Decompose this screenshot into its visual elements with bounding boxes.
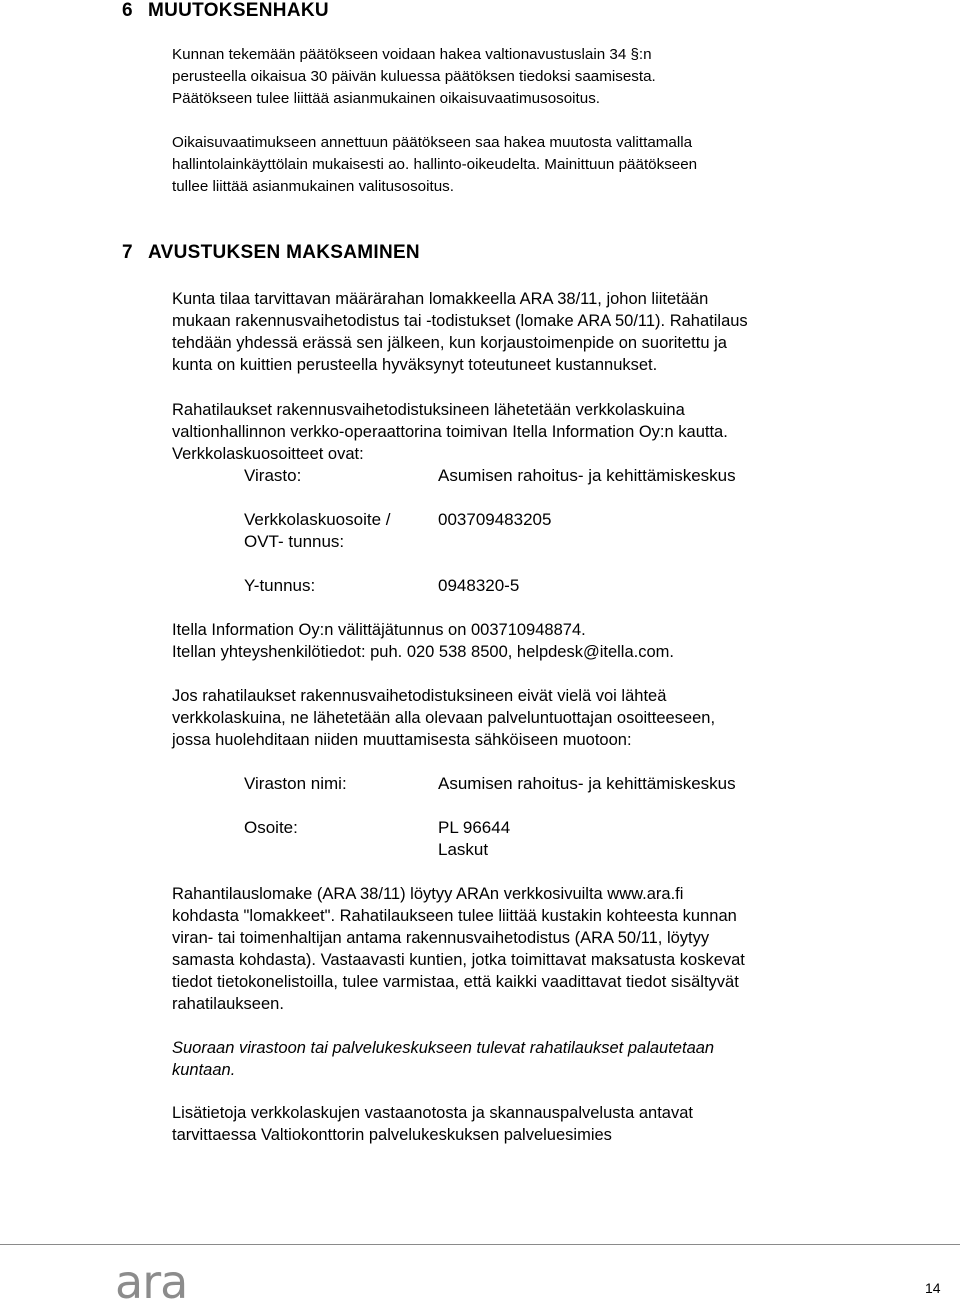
itella-info (172, 619, 872, 663)
value-line: PL 96644 (438, 818, 511, 837)
text-line: Lisätietoja verkkolaskujen vastaanotosta ja skannauspalvelusta antavat (172, 1104, 693, 1122)
ytunnus-value: 0948320-5 (438, 576, 520, 595)
text-line: jossa huolehditaan niiden muuttamisesta sähköiseen muotoon: (172, 731, 632, 749)
text-line: Itella Information Oy:n välittäjätunnus on 003710948874. (172, 621, 586, 639)
section-6-heading (122, 0, 329, 22)
text-line: verkkolaskuina, ne lähetetään alla olevaan palveluntuottajan osoitteeseen, (172, 709, 716, 727)
text-line: hallintolainkäyttölain mukaisesti ao. hallinto-oikeudelta. Mainittuun päätökseen (172, 156, 698, 173)
text-line: Kunta tilaa tarvittavan määrärahan lomakkeella ARA 38/11, johon liitetään (172, 290, 709, 308)
text-line: tiedot tietokonelistoilla, tulee varmistaa, että kaikki vaadittavat tiedot sisältyvät (172, 973, 739, 991)
section-7-paragraph-3 (172, 685, 872, 751)
text-line: Oikaisuvaatimukseen annettuun päätökseen saa hakea muutosta valittamalla (172, 134, 693, 151)
text-line: kunta on kuittien perusteella hyväksynyt toteutuneet kustannukset. (172, 356, 658, 374)
label-line: Verkkolaskuosoite / (244, 510, 391, 529)
label-line: Osoite: (244, 818, 298, 837)
ytunnus-label: Y-tunnus: (244, 576, 316, 595)
section-7-paragraph-5 (172, 1102, 872, 1146)
value-line: Laskut (438, 840, 489, 859)
osoite-label (244, 817, 298, 839)
value-line: 003709483205 (438, 510, 552, 529)
section-7-paragraph-1 (172, 288, 872, 376)
text-line: Kunnan tekemään päätökseen voidaan hakea valtionavustuslain 34 §:n (172, 46, 652, 63)
osoite-value (438, 817, 510, 861)
section-7-paragraph-4 (172, 883, 872, 1015)
text-line: Verkkolaskuosoitteet ovat: (172, 445, 364, 463)
viraston-nimi-value: Asumisen rahoitus- ja kehittämiskeskus (438, 774, 736, 793)
text-line: Jos rahatilaukset rakennusvaihetodistuksineen eivät vielä voi lähteä (172, 687, 667, 705)
text-line: viran- tai toimenhaltijan antama rakennusvaihetodistus (ARA 50/11, löytyy (172, 929, 710, 947)
text-line: perusteella oikaisua 30 päivän kuluessa päätöksen tiedoksi saamisesta. (172, 68, 656, 85)
section-title: MUUTOKSENHAKU (148, 0, 329, 21)
virasto-value: Asumisen rahoitus- ja kehittämiskeskus (438, 466, 736, 485)
section-6-paragraph-2 (172, 132, 872, 198)
footer-divider (0, 1244, 960, 1245)
section-number: 6 (122, 0, 133, 21)
text-line: Rahantilauslomake (ARA 38/11) löytyy ARAn verkkosivuilta www.ara.fi (172, 885, 684, 903)
text-line: valtionhallinnon verkko-operaattorina toimivan Itella Information Oy:n kautta. (172, 423, 728, 441)
text-line: Päätökseen tulee liittää asianmukainen oikaisuvaatimusosoitus. (172, 90, 601, 107)
text-line: Suoraan virastoon tai palvelukeskukseen tulevat rahatilaukset palautetaan (172, 1039, 715, 1057)
text-line: Itellan yhteyshenkilötiedot: puh. 020 538 8500, helpdesk@itella.com. (172, 643, 674, 661)
text-line: Rahatilaukset rakennusvaihetodistuksineen lähetetään verkkolaskuina (172, 401, 685, 419)
text-line: kuntaan. (172, 1061, 236, 1079)
virasto-label: Virasto: (244, 466, 302, 485)
label-line: OVT- tunnus: (244, 532, 345, 551)
text-line: samasta kohdasta). Vastaavasti kuntien, jotka toimittavat maksatusta koskevat (172, 951, 745, 969)
text-line: rahatilaukseen. (172, 995, 284, 1013)
text-line: mukaan rakennusvaihetodistus tai -todistukset (lomake ARA 50/11). Rahatilaus (172, 312, 748, 330)
italic-note (172, 1037, 872, 1081)
logo-text: ara (115, 1258, 188, 1304)
verkkolaskuosoite-value (438, 509, 551, 531)
section-title: AVUSTUKSEN MAKSAMINEN (148, 242, 420, 263)
page-number: 14 (925, 1280, 941, 1296)
section-6-paragraph-1 (172, 44, 872, 110)
text-line: tarvittaessa Valtiokonttorin palvelukeskuksen palveluesimies (172, 1126, 612, 1144)
section-7-heading (122, 242, 420, 264)
text-line: tullee liittää asianmukainen valitusosoitus. (172, 178, 454, 195)
verkkolaskuosoite-label (244, 509, 390, 553)
text-line: tehdään yhdessä erässä sen jälkeen, kun korjaustoimenpide on suoritettu ja (172, 334, 727, 352)
text-line: kohdasta "lomakkeet". Rahatilaukseen tulee liittää kustakin kohteesta kunnan (172, 907, 737, 925)
ara-logo-icon (115, 1258, 195, 1304)
section-number: 7 (122, 242, 133, 263)
section-7-paragraph-2 (172, 399, 872, 465)
viraston-nimi-label: Viraston nimi: (244, 774, 347, 793)
